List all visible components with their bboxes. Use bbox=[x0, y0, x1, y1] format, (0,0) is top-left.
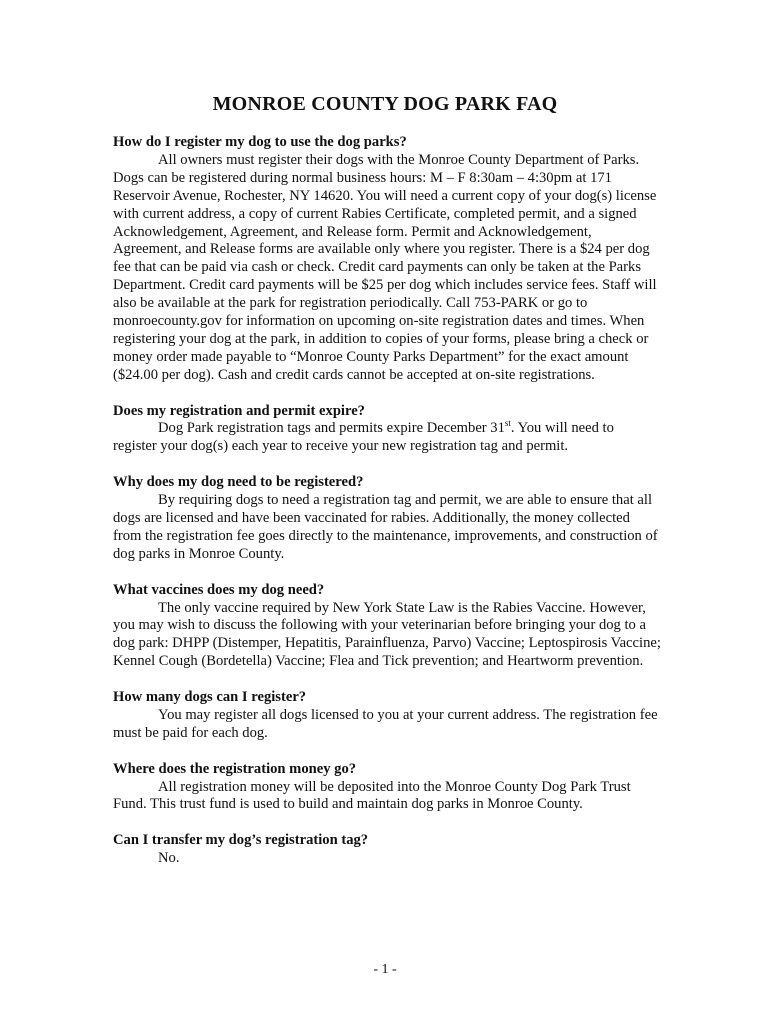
ordinal-suffix: st bbox=[504, 418, 511, 429]
faq-question: Why does my dog need to be registered? bbox=[113, 474, 364, 491]
faq-answer bbox=[113, 420, 661, 456]
faq-question: How many dogs can I register? bbox=[113, 689, 307, 706]
faq-item-how-many bbox=[113, 689, 661, 743]
faq-item-vaccines bbox=[113, 582, 661, 672]
faq-answer: By requiring dogs to need a registration tag and permit, we are able to ensure that all dogs are licensed and have been vaccinated for rabies. Additionally, the money collected from the registration fee goes directly to the maintenance, improvements, and construction of dog parks in Monroe County. bbox=[113, 492, 658, 562]
faq-item-why-register bbox=[113, 474, 661, 564]
faq-answer-part: Dog Park registration tags and permits expire December 31 bbox=[158, 420, 505, 437]
faq-item-money bbox=[113, 761, 661, 815]
faq-question: What vaccines does my dog need? bbox=[113, 581, 325, 598]
faq-item-transfer bbox=[113, 832, 661, 868]
faq-answer-part: . You will need to register your dog(s) each year to receive your new registration tag and permit. bbox=[113, 420, 614, 455]
faq-answer: The only vaccine required by New York State Law is the Rabies Vaccine. However, you may wish to discuss the following with your veterinarian before bringing your dog to a dog park: DHPP (Distemper, Hepatitis, Parainfluenza, Parvo) Vaccine; Leptospirosis Vaccine; Kennel Cough (Bordetella) Vaccine; Flea and Tick prevention; and Heartworm prevention. bbox=[113, 599, 661, 670]
faq-question: Can I transfer my dog’s registration tag? bbox=[113, 832, 369, 849]
faq-answer: All owners must register their dogs with the Monroe County Department of Parks. Dogs can be registered during normal business hours: M – F 8:30am – 4:30pm at 171 Reservoir Avenue, Rochester, NY 14620. You will need a current copy of your dog(s) license with current address, a copy of current Rabies Certificate, completed permit, and a signed Acknowledgement, Agreement, and Release form. Permit and Acknowledgement, Agreement, and Release forms are available only where you register. There is a $24 per dog fee that can be paid via cash or check. Credit card payments can only be taken at the Parks Department. Credit card payments will be $25 per dog which includes service fees. Staff will also be available at the park for registration periodically. Call 753-PARK or go to monroecounty.gov for information on upcoming on-site registration dates and times. When registering your dog at the park, in addition to copies of your forms, please bring a check or money order made payable to “Monroe County Parks Department” for the exact amount ($24.00 per dog). Cash and credit cards cannot be accepted at on-site registrations. bbox=[113, 151, 657, 383]
faq-answer: You may register all dogs licensed to you at your current address. The registration fee must be paid for each dog. bbox=[113, 706, 658, 741]
faq-answer: No. bbox=[158, 850, 180, 867]
faq-question: Does my registration and permit expire? bbox=[113, 402, 365, 419]
faq-item-expire bbox=[113, 403, 661, 457]
faq-answer: All registration money will be deposited into the Monroe County Dog Park Trust Fund. This trust fund is used to build and maintain dog parks in Monroe County. bbox=[113, 778, 631, 813]
faq-item-register bbox=[113, 134, 661, 385]
faq-question: How do I register my dog to use the dog parks? bbox=[113, 134, 407, 150]
faq-question: Where does the registration money go? bbox=[113, 760, 357, 777]
page-title: MONROE COUNTY DOG PARK FAQ bbox=[212, 93, 558, 115]
page-number: - 1 - bbox=[373, 962, 397, 977]
faq-list bbox=[113, 134, 661, 886]
